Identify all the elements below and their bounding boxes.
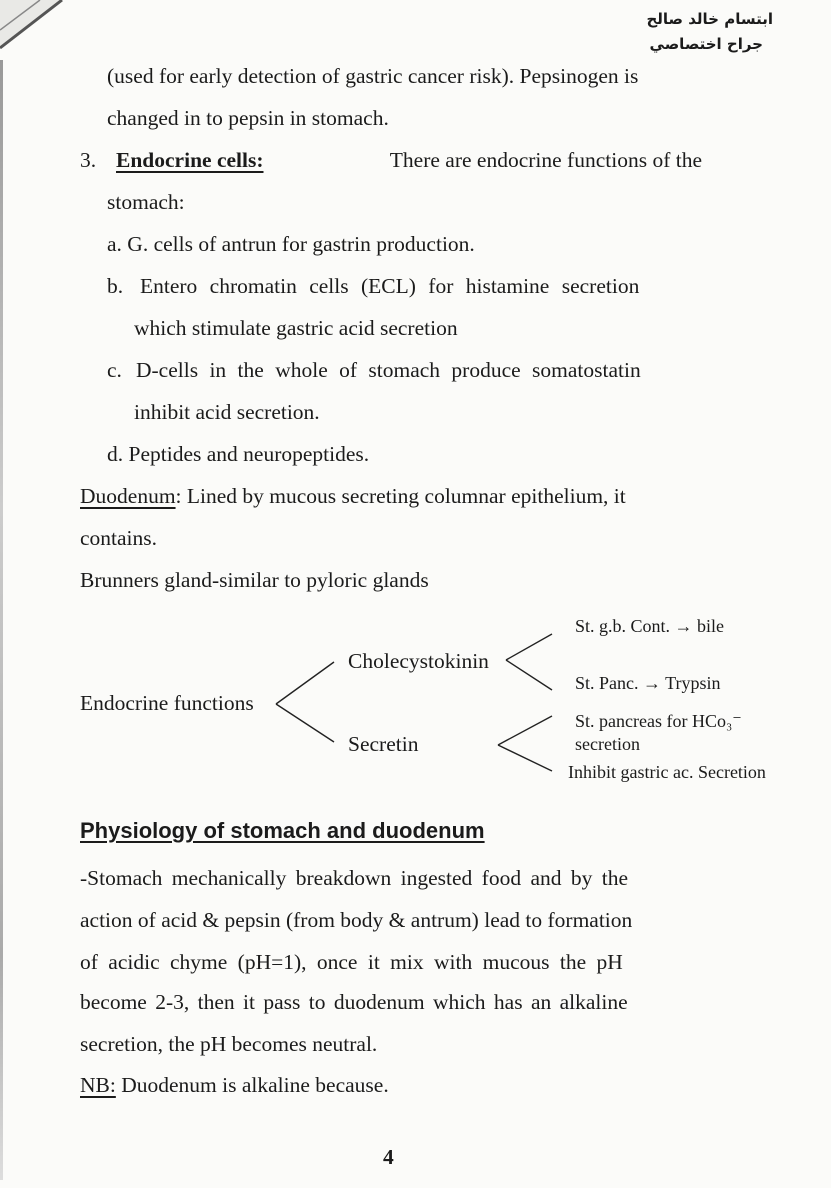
cck-effect-trypsin: St. Panc. → Trypsin xyxy=(575,673,721,693)
secretin-effect-hco3-line-2: secretion xyxy=(575,734,640,754)
nb-label: NB: xyxy=(80,1073,116,1097)
diagram-secretin-label: Secretin xyxy=(348,732,419,756)
list-item-b-line-2: which stimulate gastric acid secretion xyxy=(134,316,458,340)
diagram-root-label: Endocrine functions xyxy=(80,691,254,715)
endocrine-intro-rest: There are endocrine functions of the xyxy=(389,148,702,172)
secretin-upper-line xyxy=(498,716,552,745)
nb-text: Duodenum is alkaline because. xyxy=(115,1073,389,1097)
secretin-lower-line xyxy=(498,745,552,771)
duodenum-line-2: contains. xyxy=(80,526,158,550)
endocrine-heading: Endocrine cells: xyxy=(116,148,264,172)
list-marker: a. xyxy=(107,232,122,256)
root-to-cck-line xyxy=(276,662,334,704)
list-item-c-marker: c. xyxy=(107,358,122,382)
secretin-effect-hco3: St. pancreas for HCo₃⁻ xyxy=(575,711,742,731)
duodenum-description: : Lined by mucous secreting columnar epithelium, it xyxy=(175,484,626,508)
list-item-c-line-2: inhibit acid secretion. xyxy=(134,400,320,424)
duodenum-label: Duodenum xyxy=(80,484,176,508)
continuation-line-1: (used for early detection of gastric cancer risk). Pepsinogen is xyxy=(107,64,639,88)
author-title: جراح اختصاصي xyxy=(649,35,763,53)
physiology-heading: Physiology of stomach and duodenum xyxy=(80,818,485,843)
list-text: G. cells of antrun for gastrin production. xyxy=(127,232,475,256)
endocrine-number: 3. xyxy=(80,148,97,172)
physiology-line-5: secretion, the pH becomes neutral. xyxy=(80,1032,378,1056)
list-text: Entero chromatin cells (ECL) for histamine secretion xyxy=(140,274,640,298)
physiology-line-3: of acidic chyme (pH=1), once it mix with mucous the pH xyxy=(80,950,623,974)
continuation-line-2: changed in to pepsin in stomach. xyxy=(107,106,389,130)
physiology-line-1 xyxy=(80,866,702,891)
secretin-effect-inhibit: Inhibit gastric ac. Secretion xyxy=(568,762,766,782)
cck-lower-line xyxy=(506,660,552,690)
list-marker: d. xyxy=(107,442,124,466)
physiology-line-2: action of acid & pepsin (from body & antrum) lead to formation xyxy=(80,908,633,932)
physiology-line-4: become 2-3, then it pass to duodenum which has an alkaline xyxy=(80,990,628,1014)
endocrine-intro-line-2: stomach: xyxy=(107,190,185,214)
nb-line xyxy=(80,1073,389,1098)
list-item-b-marker: b. xyxy=(107,274,124,298)
cck-upper-line xyxy=(506,634,552,660)
root-to-secretin-line xyxy=(276,704,334,742)
diagram-cholecystokinin-label: Cholecystokinin xyxy=(348,649,489,673)
list-text: Peptides and neuropeptides. xyxy=(128,442,370,466)
list-item-c-line-1: D-cells in the whole of stomach produce somatostatin xyxy=(136,358,641,382)
brunners-gland-line: Brunners gland-similar to pyloric glands xyxy=(80,568,429,592)
cck-effect-bile: St. g.b. Cont. → bile xyxy=(575,616,725,636)
paragraph-text: -Stomach mechanically breakdown ingested food and by the xyxy=(80,866,629,890)
page-number: 4 xyxy=(383,1145,394,1169)
author-name: ابتسام خالد صالح xyxy=(646,10,773,28)
